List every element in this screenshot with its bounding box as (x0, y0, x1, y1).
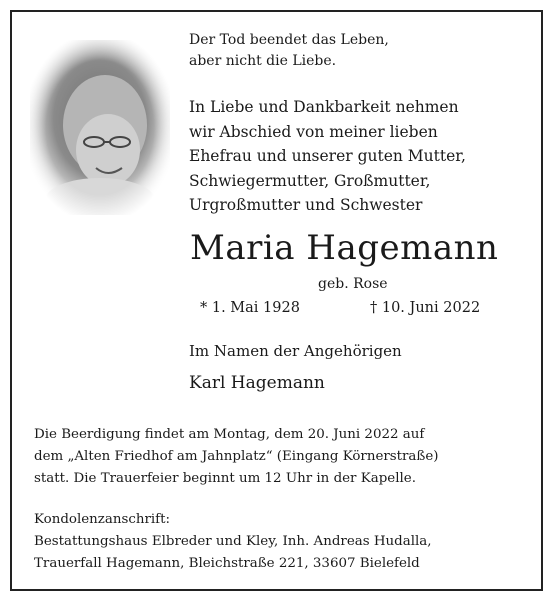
funeral-line: statt. Die Trauerfeier beginnt um 12 Uhr in der Kapelle. (34, 471, 416, 486)
intro-quote (189, 30, 529, 72)
condolence-address (34, 509, 524, 575)
condolence-line: Bestattungshaus Elbreder und Kley, Inh. Andreas Hudalla, (34, 534, 432, 549)
mourner-name: Karl Hagemann (189, 373, 325, 393)
death-date: † 10. Juni 2022 (370, 300, 481, 316)
funeral-info (34, 424, 524, 490)
intro-line: Der Tod beendet das Leben, (189, 32, 389, 48)
farewell-line: wir Abschied von meiner lieben (189, 122, 438, 141)
farewell-line: Ehefrau und unserer guten Mutter, (189, 147, 466, 165)
farewell-line: Urgroßmutter und Schwester (189, 196, 423, 214)
condolence-line: Kondolenzanschrift: (34, 512, 170, 527)
mourners-label: Im Namen der Angehörigen (189, 342, 402, 360)
farewell-line: In Liebe und Dankbarkeit nehmen (189, 98, 459, 116)
funeral-line: Die Beerdigung findet am Montag, dem 20. Juni 2022 auf (34, 427, 425, 442)
farewell-line: Schwiegermutter, Großmutter, (189, 171, 431, 190)
portrait-photo (30, 40, 170, 215)
condolence-line: Trauerfall Hagemann, Bleichstraße 221, 33607 Bielefeld (34, 556, 420, 571)
birth-date: * 1. Mai 1928 (200, 300, 300, 316)
intro-line: aber nicht die Liebe. (189, 53, 337, 69)
deceased-name: Maria Hagemann (190, 228, 499, 268)
farewell-text (189, 95, 529, 218)
maiden-name: geb. Rose (318, 276, 388, 292)
funeral-line: dem „Alten Friedhof am Jahnplatz“ (Eingang Körnerstraße) (34, 449, 439, 464)
